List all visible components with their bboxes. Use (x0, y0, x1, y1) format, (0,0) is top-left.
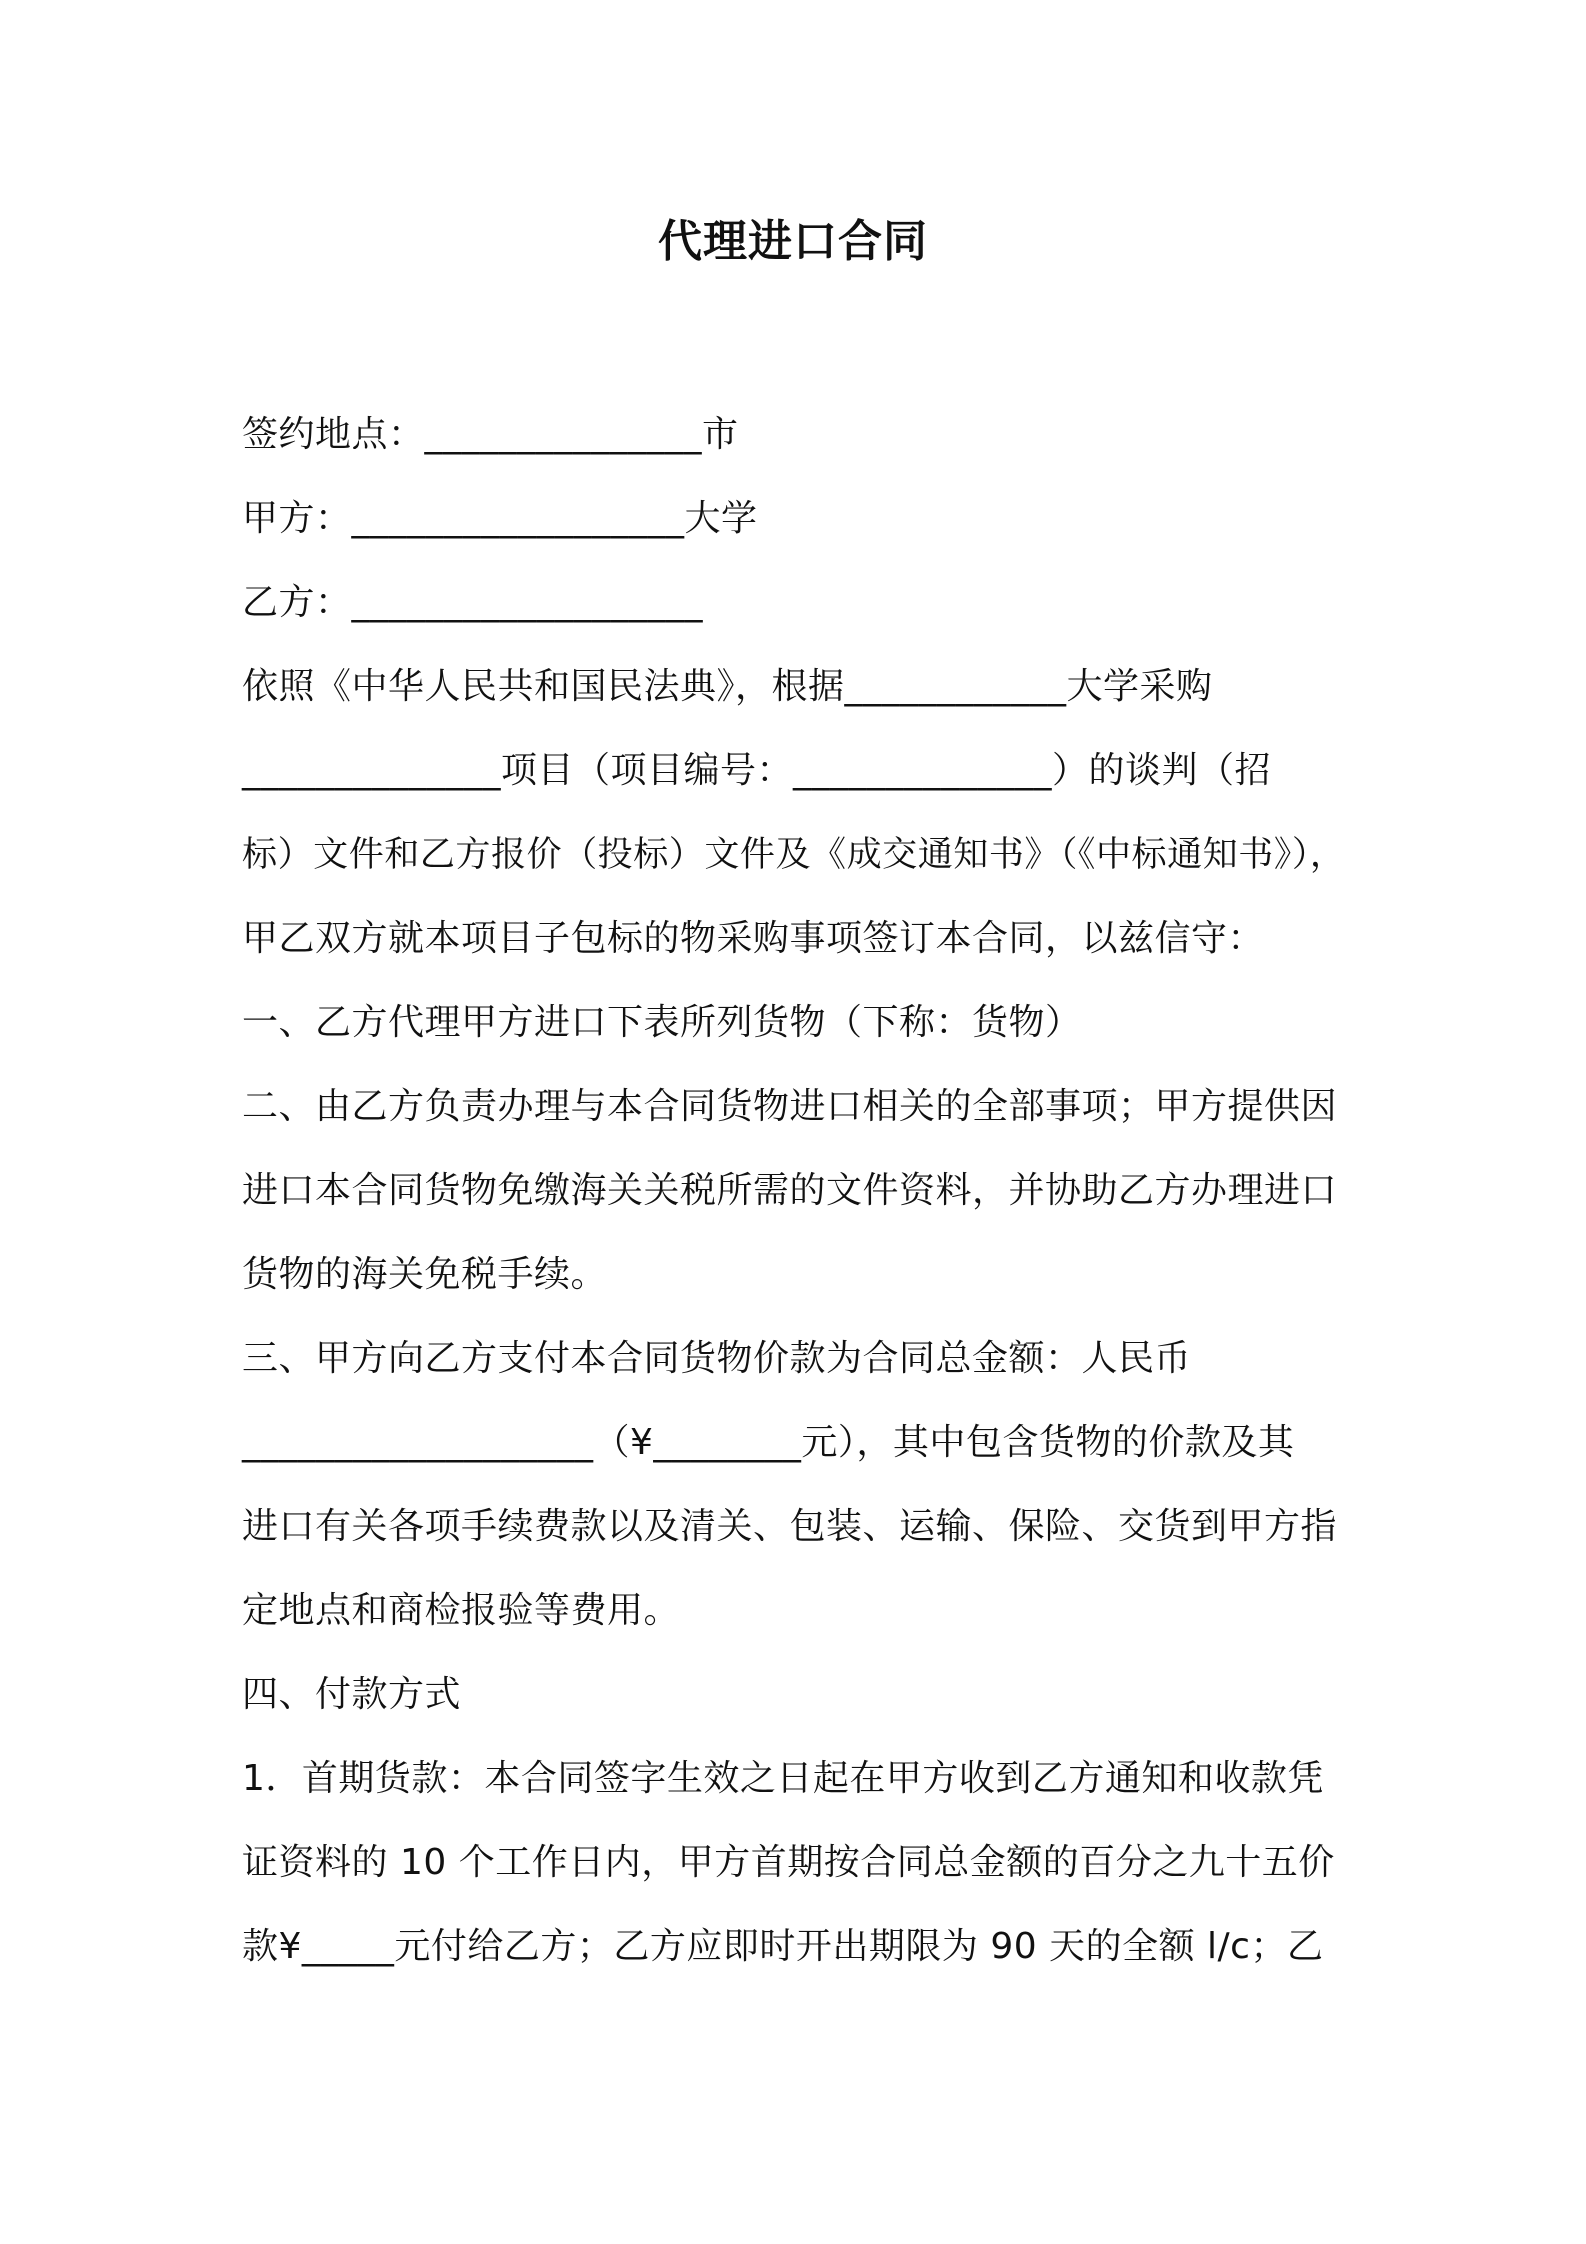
preamble-line-4: 甲乙双方就本项目子包标的物采购事项签订本合同，以兹信守： (242, 918, 1265, 959)
clause-3-line-4: 定地点和商检报验等费用。 (242, 1590, 681, 1631)
clause-2-line-2: 进口本合同货物免缴海关关税所需的文件资料，并协助乙方办理进口 (242, 1170, 1338, 1211)
clause-1-line-1: 一、乙方代理甲方进口下表所列货物（下称：货物） (242, 1002, 1082, 1043)
clause-4-item-1-line-2: 证资料的 10 个工作日内，甲方首期按合同总金额的百分之九十五价 (242, 1842, 1335, 1883)
clause-3-line-3: 进口有关各项手续费款以及清关、包装、运输、保险、交货到甲方指 (242, 1506, 1338, 1547)
document-title: 代理进口合同 (658, 216, 928, 267)
preamble-line-3: 标）文件和乙方报价（投标）文件及《成交通知书》（《中标通知书》）， (242, 834, 1346, 875)
clause-3-line-2: ___________________（¥________元），其中包含货物的价款及其 (242, 1422, 1295, 1463)
party-b-line: 乙方：___________________ (242, 582, 704, 623)
preamble-line-1: 依照《中华人民共和国民法典》，根据____________大学采购 (242, 666, 1213, 707)
party-a-line: 甲方：__________________大学 (242, 498, 758, 539)
clause-3-line-1: 三、甲方向乙方支付本合同货物价款为合同总金额：人民币 (242, 1338, 1192, 1379)
clause-2-line-3: 货物的海关免税手续。 (242, 1254, 608, 1295)
clause-2-line-1: 二、由乙方负责办理与本合同货物进口相关的全部事项；甲方提供因 (242, 1086, 1338, 1127)
clause-4-item-1-line-3: 款¥_____元付给乙方；乙方应即时开出期限为 90 天的全额 l/c；乙 (242, 1926, 1324, 1967)
clause-4-item-1-line-1: 1．首期货款：本合同签字生效之日起在甲方收到乙方通知和收款凭 (242, 1758, 1324, 1799)
preamble-line-2: ______________项目（项目编号：______________）的谈判（招 (242, 750, 1272, 791)
clause-4-heading: 四、付款方式 (242, 1674, 462, 1715)
signing-location-line: 签约地点：_______________市 (242, 414, 739, 455)
